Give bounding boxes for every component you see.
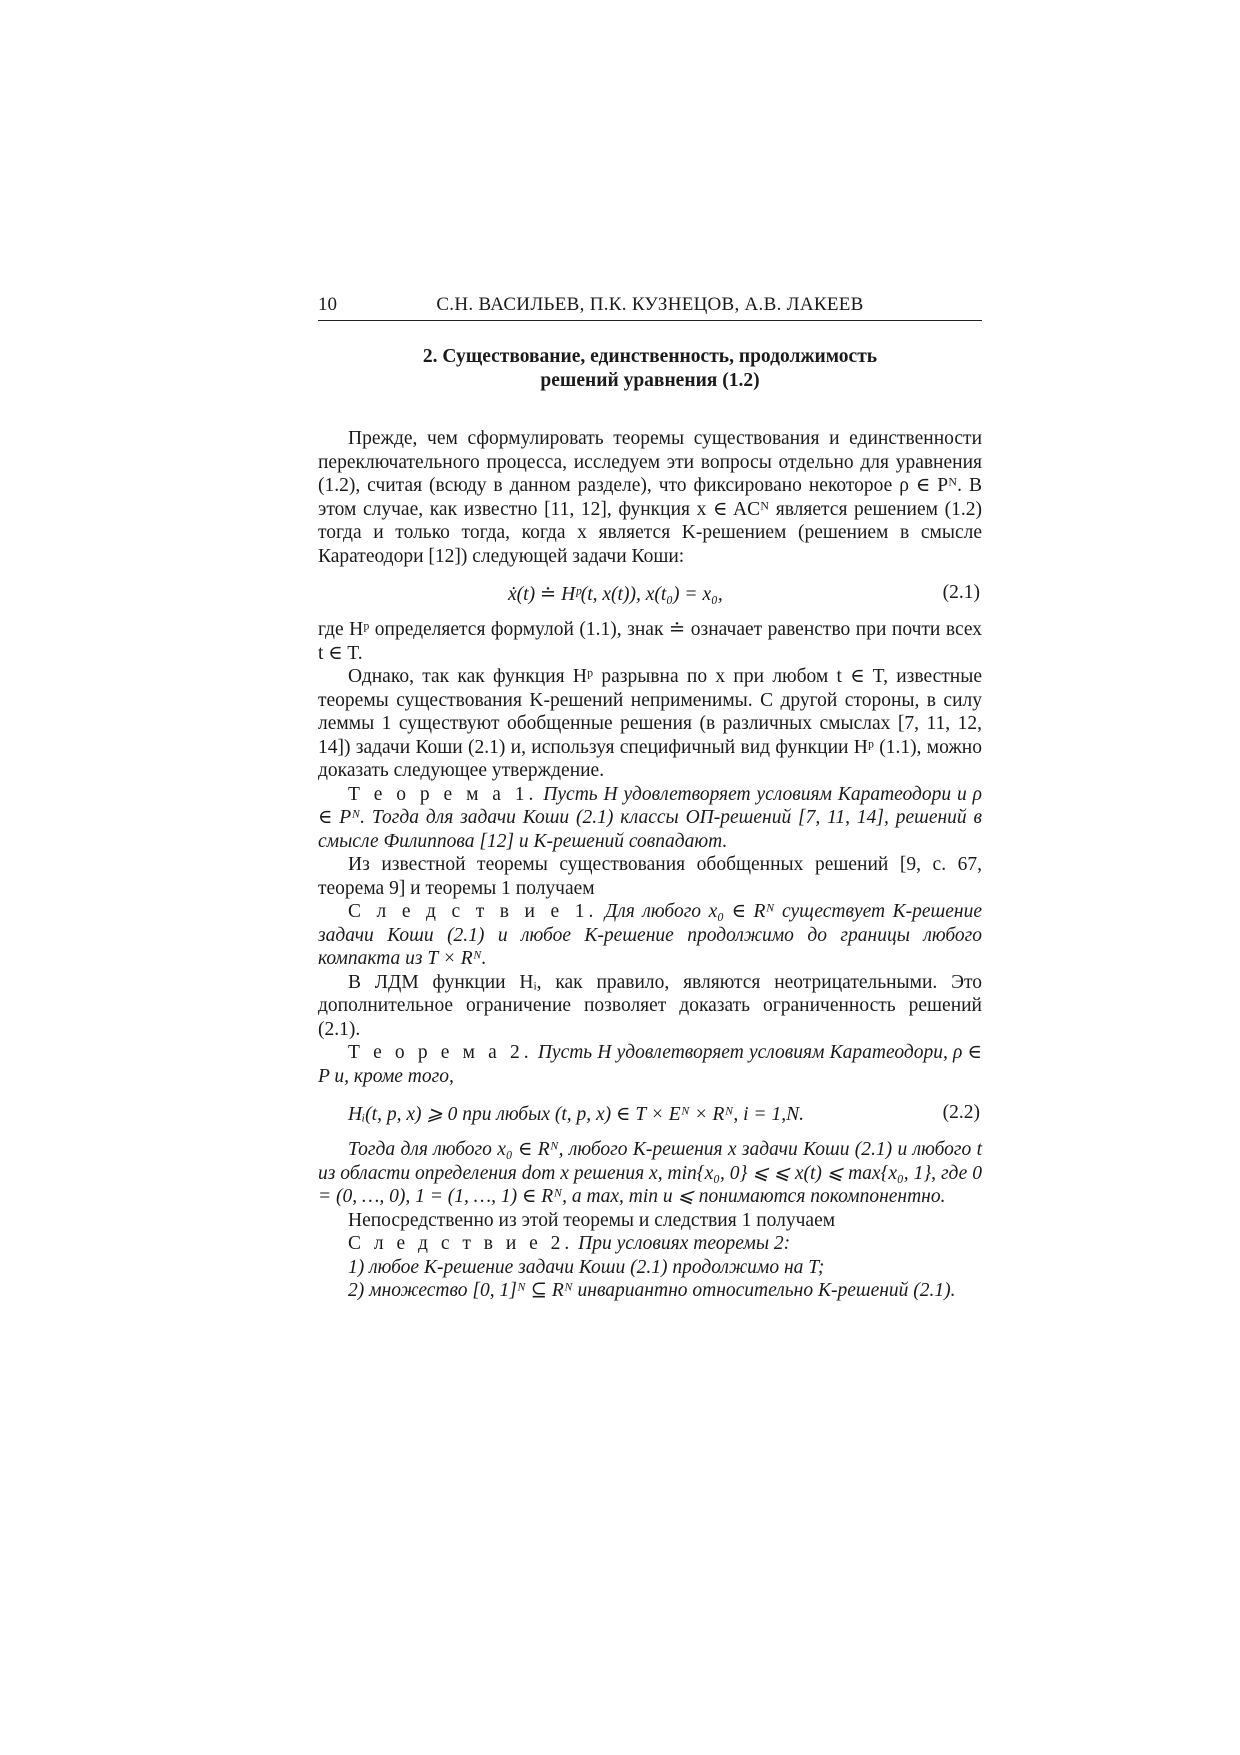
theorem-1-text: Пусть H удовлетворяет условиям Каратеодори и ρ ∈ Pᴺ. Тогда для задачи Коши (2.1) классы ОП-решений [7, 11, 14], решений в смысле Филиппова [12] и K-решений совпадают. xyxy=(318,783,982,852)
corollary-2-label: С л е д с т в и е 2. xyxy=(348,1233,574,1254)
paragraph-4: Из известной теоремы существования обобщенных решений [9, с. 67, теорема 9] и теоремы 1 получаем xyxy=(318,854,982,899)
page-number: 10 xyxy=(318,294,337,315)
page xyxy=(318,292,982,1303)
equation-2-1-body: ẋ(t) ≐ Hᵖ(t, x(t)), x(t₀) = x₀, xyxy=(508,584,723,605)
paragraph-5: В ЛДМ функции Hᵢ, как правило, являются неотрицательными. Это дополнительное ограничение позволяет доказать ограниченность решений (2.1). xyxy=(318,971,982,1040)
theorem-2-continuation: Тогда для любого x₀ ∈ Rᴺ, любого K-решения x задачи Коши (2.1) и любого t из области определения dom x решения x, min{x₀, 0} ⩽ ⩽ x(t) ⩽ max{x₀, 1}, где 0 = (0, …, 0), 1 = (1, …, 1) ∈ Rᴺ, а max, min и ⩽ понимаются покомпонентно. xyxy=(318,1139,982,1207)
paragraph-6: Непосредственно из этой теоремы и следствия 1 получаем xyxy=(348,1209,836,1231)
theorem-2 xyxy=(318,1041,982,1088)
equation-2-2-body: Hᵢ(t, p, x) ⩾ 0 при любых (t, p, x) ∈ T × Eᴺ × Rᴺ, i = 1,N. xyxy=(348,1104,804,1125)
corollary-1-label: С л е д с т в и е 1. xyxy=(348,901,598,922)
theorem-1 xyxy=(318,783,982,854)
paragraph-2: где Hᵖ определяется формулой (1.1), знак ≐ означает равенство при почти всех t ∈ T. xyxy=(318,619,982,664)
corollary-1-text: Для любого x₀ ∈ Rᴺ существует K-решение задачи Коши (2.1) и любое K-решение продолжимо до границы любого компакта из T × Rᴺ. xyxy=(318,901,982,969)
paragraph-3: Однако, так как функция Hᵖ разрывна по x при любом t ∈ T, известные теоремы существования K-решений неприменимы. С другой стороны, в силу леммы 1 существуют обобщенные решения (в различных смыслах [7, 11, 12, 14]) задачи Коши (2.1) и, используя специфичный вид функции Hᵖ (1.1), можно доказать следующее утверждение. xyxy=(318,666,982,781)
theorem-1-label: Т е о р е м а 1. xyxy=(348,783,538,805)
running-header xyxy=(318,292,982,321)
theorem-2-text: Пусть H удовлетворяет условиям Каратеодори, ρ ∈ P и, кроме того, xyxy=(318,1042,982,1087)
corollary-2-text: При условиях теоремы 2: xyxy=(578,1233,791,1254)
corollary-2-item-2: 2) множество [0, 1]ᴺ ⊆ Rᴺ инвариантно относительно K-решений (2.1). xyxy=(348,1280,956,1301)
corollary-2 xyxy=(318,1232,982,1256)
equation-2-1-number: (2.1) xyxy=(942,582,980,603)
section-title-line2: решений уравнения (1.2) xyxy=(540,370,760,391)
equation-2-2-number: (2.2) xyxy=(942,1102,980,1123)
corollary-1 xyxy=(318,900,982,971)
equation-2-1 xyxy=(318,568,982,618)
section-title-line1: 2. Существование, единственность, продолжимость xyxy=(422,346,878,367)
paragraph-1: Прежде, чем сформулировать теоремы существования и единственности переключательного процесса, исследуем эти вопросы отдельно для уравнения (1.2), считая (всюду в данном разделе), что фиксировано некоторое ρ ∈ Pᴺ. В этом случае, как известно [11, 12], функция x ∈ ACᴺ является решением (1.2) тогда и только тогда, когда x является K-решением (решением в смысле Каратеодори [12]) следующей задачи Коши: xyxy=(318,428,982,567)
corollary-2-item-1: 1) любое K-решение задачи Коши (2.1) продолжимо на T; xyxy=(348,1256,825,1278)
section-title xyxy=(318,345,982,393)
header-authors: С.Н. ВАСИЛЬЕВ, П.К. КУЗНЕЦОВ, А.В. ЛАКЕЕВ xyxy=(436,294,864,315)
theorem-2-label: Т е о р е м а 2. xyxy=(348,1042,533,1063)
equation-2-2 xyxy=(318,1088,982,1138)
